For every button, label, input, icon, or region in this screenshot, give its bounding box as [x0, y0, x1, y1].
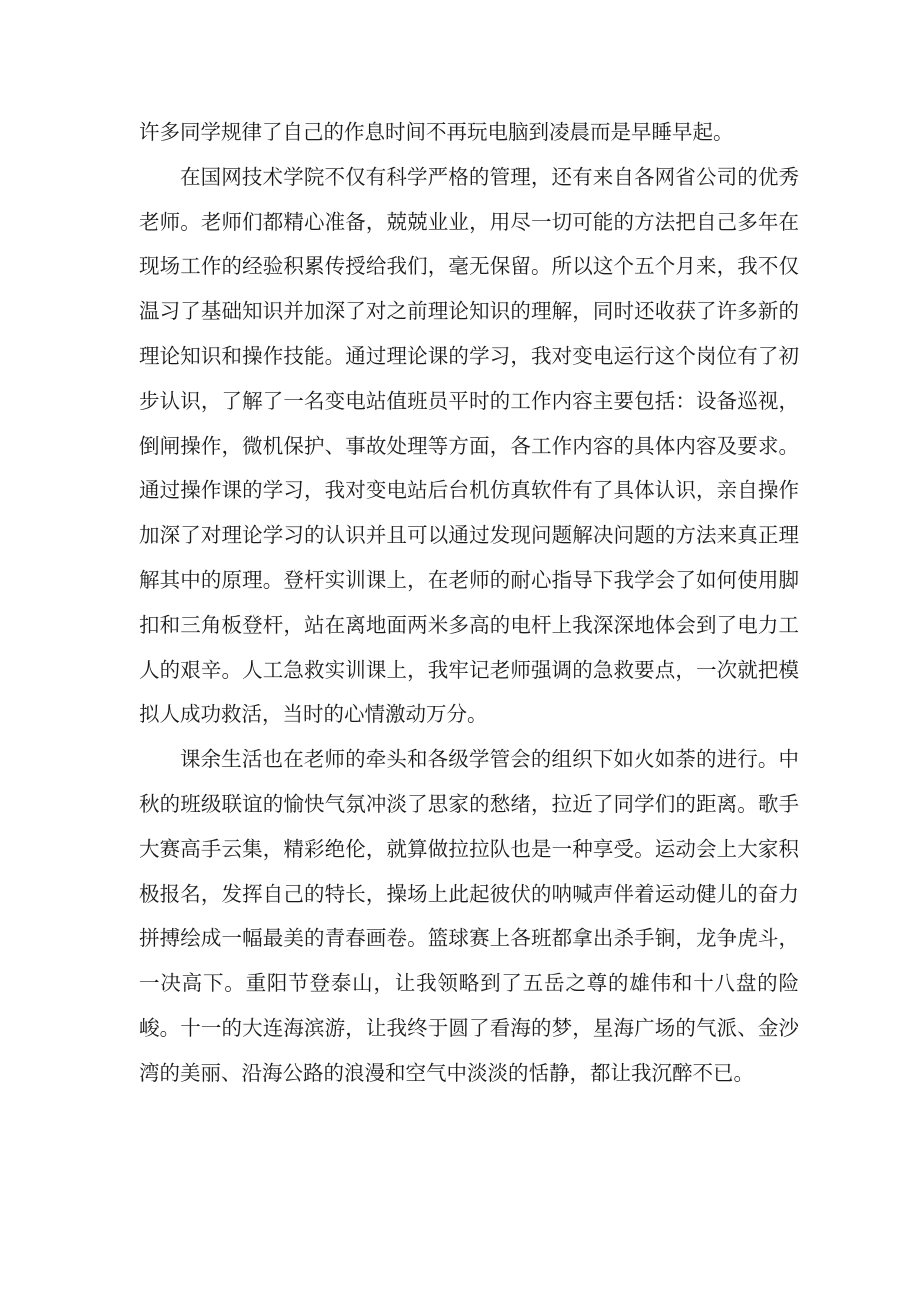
paragraph-3: 课余生活也在老师的牵头和各级学管会的组织下如火如荼的进行。中秋的班级联谊的愉快气氛冲淡了思家的愁绪，拉近了同学们的距离。歌手大赛高手云集，精彩绝伦，就算做拉拉队也是一种享受。运动会上大家积极报名，发挥自己的特长，操场上此起彼伏的呐喊声伴着运动健儿的奋力拼搏绘成一幅最美的青春画卷。篮球赛上各班都拿出杀手锏，龙争虎斗，一决高下。重阳节登泰山，让我领略到了五岳之尊的雄伟和十八盘的险峻。十一的大连海滨游，让我终于圆了看海的梦，星海广场的气派、金沙湾的美丽、沿海公路的浪漫和空气中淡淡的恬静，都让我沉醉不已。	[139, 747, 799, 1085]
document-body	[139, 110, 799, 1096]
paragraph-2: 在国网技术学院不仅有科学严格的管理，还有来自各网省公司的优秀老师。老师们都精心准备，兢兢业业，用尽一切可能的方法把自己多年在现场工作的经验积累传授给我们，毫无保留。所以这个五个月来，我不仅温习了基础知识并加深了对之前理论知识的理解，同时还收获了许多新的理论知识和操作技能。通过理论课的学习，我对变电运行这个岗位有了初步认识，了解了一名变电站值班员平时的工作内容主要包括：设备巡视，倒闸操作，微机保护、事故处理等方面，各工作内容的具体内容及要求。通过操作课的学习，我对变电站后台机仿真软件有了具体认识，亲自操作加深了对理论学习的认识并且可以通过发现问题解决问题的方法来真正理解其中的原理。登杆实训课上，在老师的耐心指导下我学会了如何使用脚扣和三角板登杆，站在离地面两米多高的电杆上我深深地体会到了电力工人的艰辛。人工急救实训课上，我牢记老师强调的急救要点，一次就把模拟人成功救活，当时的心情激动万分。	[139, 164, 799, 727]
paragraph-1: 许多同学规律了自己的作息时间不再玩电脑到凌晨而是早睡早起。	[139, 120, 734, 144]
